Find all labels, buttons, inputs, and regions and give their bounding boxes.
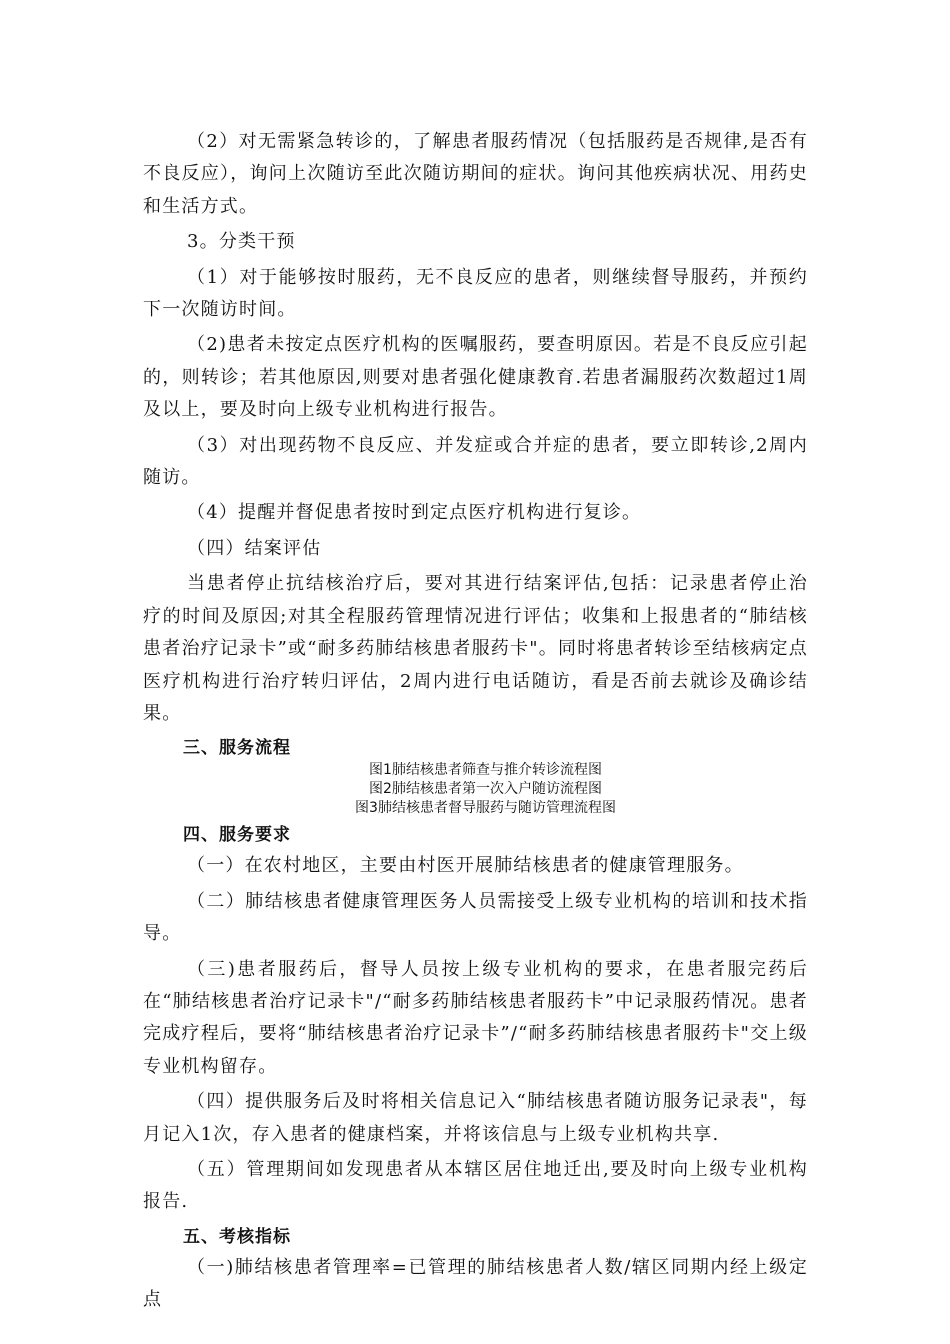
paragraph: （4）提醒并督促患者按时到定点医疗机构进行复诊。 (187, 502, 642, 524)
section-title: 三、服务流程 (183, 738, 291, 759)
figure-caption: 图3肺结核患者督导服药与随访管理流程图 (355, 800, 616, 817)
figure-caption: 图1肺结核患者筛查与推介转诊流程图 (369, 762, 602, 779)
paragraph: （一）在农村地区，主要由村医开展肺结核患者的健康管理服务。 (187, 855, 744, 877)
subsection-title: （四）结案评估 (187, 537, 322, 559)
section-title: 五、考核指标 (183, 1226, 291, 1247)
paragraph: （五）管理期间如发现患者从本辖区居住地迁出,要及时向上级专业机构报告. (143, 1158, 808, 1213)
subsection-title: 3。分类干预 (187, 231, 296, 253)
figure-list (143, 761, 808, 818)
document-body (143, 126, 808, 1320)
paragraph: （二）肺结核患者健康管理医务人员需接受上级专业机构的培训和技术指导。 (143, 890, 808, 945)
paragraph: （3）对出现药物不良反应、并发症或合并症的患者，要立即转诊,2周内随访。 (143, 434, 808, 489)
paragraph: （2）对无需紧急转诊的，了解患者服药情况（包括服药是否规律,是否有不良反应），询问上次随访至此次随访期间的症状。询问其他疾病状况、用药史和生活方式。 (143, 131, 808, 217)
paragraph: （一)肺结核患者管理率=已管理的肺结核患者人数/辖区同期内经上级定点 (143, 1256, 808, 1311)
paragraph: （1）对于能够按时服药，无不良反应的患者，则继续督导服药，并预约下一次随访时间。 (143, 266, 808, 321)
paragraph: （三)患者服药后，督导人员按上级专业机构的要求，在患者服完药后在“肺结核患者治疗记录卡"/“耐多药肺结核患者服药卡”中记录服药情况。患者完成疗程后，要将“肺结核患者治疗记录卡”/“耐多药肺结核患者服药卡"交上级专业机构留存。 (143, 958, 808, 1077)
paragraph: （2)患者未按定点医疗机构的医嘱服药，要查明原因。若是不良反应引起的，则转诊；若其他原因,则要对患者强化健康教育.若患者漏服药次数超过1周及以上，要及时向上级专业机构进行报告。 (143, 334, 808, 421)
figure-caption: 图2肺结核患者第一次入户随访流程图 (369, 781, 602, 798)
paragraph: 当患者停止抗结核治疗后，要对其进行结案评估,包括：记录患者停止治疗的时间及原因;对其全程服药管理情况进行评估；收集和上报患者的“肺结核患者治疗记录卡”或“耐多药肺结核患者服药卡"。同时将患者转诊至结核病定点医疗机构进行治疗转归评估，2周内进行电话随访，看是否前去就诊及确诊结果。 (143, 573, 808, 724)
paragraph: （四）提供服务后及时将相关信息记入“肺结核患者随访服务记录表"，每月记入1次，存入患者的健康档案，并将该信息与上级专业机构共享. (143, 1091, 808, 1145)
section-title: 四、服务要求 (183, 825, 291, 846)
